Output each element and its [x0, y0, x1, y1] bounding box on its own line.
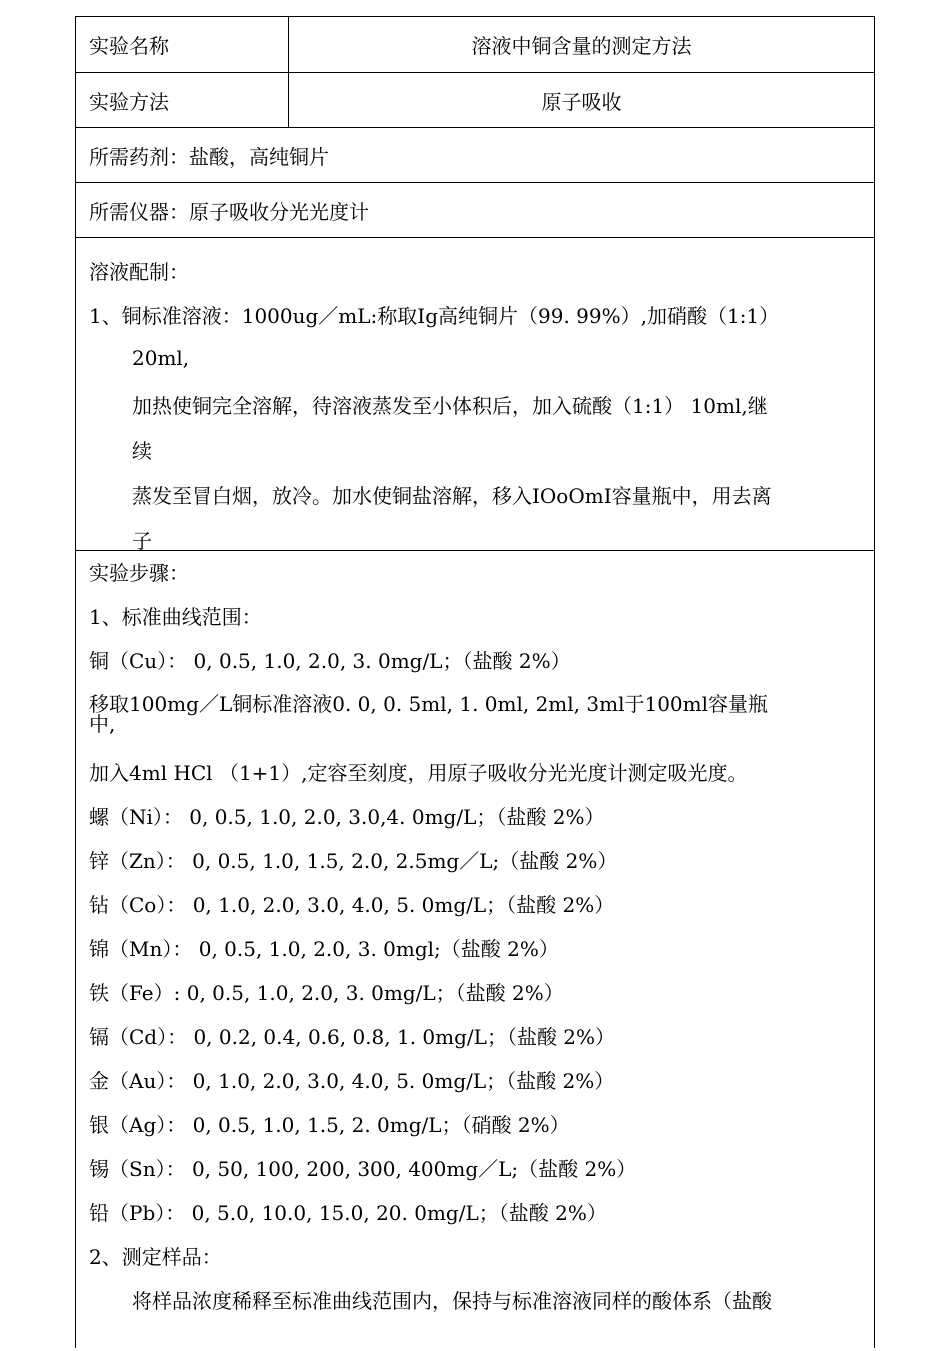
row-reagents [76, 128, 874, 183]
steps-line: 钻（Co）： 0, 1.0, 2.0, 3.0, 4.0, 5. 0mg/L；（盐酸 2%） [89, 893, 615, 917]
experiment-method-value: 原子吸收 [541, 89, 622, 114]
steps-line: 移取100mg／L铜标准溶液0. 0, 0. 5ml, 1. 0ml, 2ml, 3ml于100ml容量瓶 [89, 692, 769, 716]
steps-heading: 实验步骤： [89, 561, 189, 585]
row-experiment-method [76, 73, 874, 128]
steps-line: 将样品浓度稀释至标准曲线范围内，保持与标准溶液同样的酸体系（盐酸 [132, 1289, 772, 1313]
steps-line: 螺（Ni）： 0, 0.5, 1.0, 2.0, 3.0,4. 0mg/L；（盐酸 2%） [89, 805, 605, 829]
steps-line: 铁（Fe）: 0, 0.5, 1.0, 2.0, 3. 0mg/L；（盐酸 2%） [89, 981, 564, 1005]
steps-line: 2、测定样品： [89, 1245, 222, 1269]
prep-line: 加热使铜完全溶解，待溶液蒸发至小体积后，加入硫酸（1:1） 10ml,继 [132, 394, 768, 418]
steps-line: 锌（Zn）： 0, 0.5, 1.0, 1.5, 2.0, 2.5mg／L;（盐酸 2%） [89, 849, 618, 873]
steps-line: 中, [89, 712, 116, 736]
row-experiment-name [76, 17, 874, 73]
steps-line: 加入4ml HCl （1+1）,定容至刻度，用原子吸收分光光度计测定吸光度。 [89, 761, 748, 785]
prep-line: 20ml, [132, 346, 190, 370]
steps-line: 1、标准曲线范围： [89, 605, 262, 629]
steps-line: 锡（Sn）： 0, 50, 100, 200, 300, 400mg／L;（盐酸 2%） [89, 1157, 637, 1181]
prep-line: 子 [132, 529, 152, 553]
row-instruments [76, 183, 874, 238]
reagents-text: 所需药剂：盐酸，高纯铜片 [89, 144, 329, 169]
prep-line: 续 [132, 439, 152, 463]
steps-line: 银（Ag）： 0, 0.5, 1.0, 1.5, 2. 0mg/L；（硝酸 2%） [89, 1113, 570, 1137]
row-solution-prep [76, 238, 874, 551]
prep-heading: 溶液配制： [89, 260, 189, 284]
experiment-name-label: 实验名称 [76, 17, 289, 72]
row-experiment-steps [76, 551, 874, 1351]
experiment-name-value: 溶液中铜含量的测定方法 [471, 34, 692, 58]
instruments-text: 所需仪器：原子吸收分光光度计 [89, 199, 369, 224]
steps-line: 铅（Pb）： 0, 5.0, 10.0, 15.0, 20. 0mg/L；（盐酸 2%） [89, 1201, 607, 1225]
steps-line: 铜（Cu）： 0, 0.5, 1.0, 2.0, 3. 0mg/L；（盐酸 2%） [89, 649, 571, 673]
steps-line: 镉（Cd）： 0, 0.2, 0.4, 0.6, 0.8, 1. 0mg/L；（盐酸 2%） [89, 1025, 616, 1049]
steps-line: 锦（Mn）： 0, 0.5, 1.0, 2.0, 3. 0mgl;（盐酸 2%） [89, 937, 559, 961]
experiment-table [75, 16, 875, 1348]
prep-line: 1、铜标准溶液：1000ug／mL:称取Ig高纯铜片（99. 99%）,加硝酸（1:1） [89, 304, 780, 328]
steps-line: 金（Au）： 0, 1.0, 2.0, 3.0, 4.0, 5. 0mg/L；（盐酸 2%） [89, 1069, 615, 1093]
prep-line: 蒸发至冒白烟，放冷。加水使铜盐溶解，移入IOoOmI容量瓶中，用去离 [132, 484, 772, 508]
experiment-method-label: 实验方法 [76, 73, 289, 127]
